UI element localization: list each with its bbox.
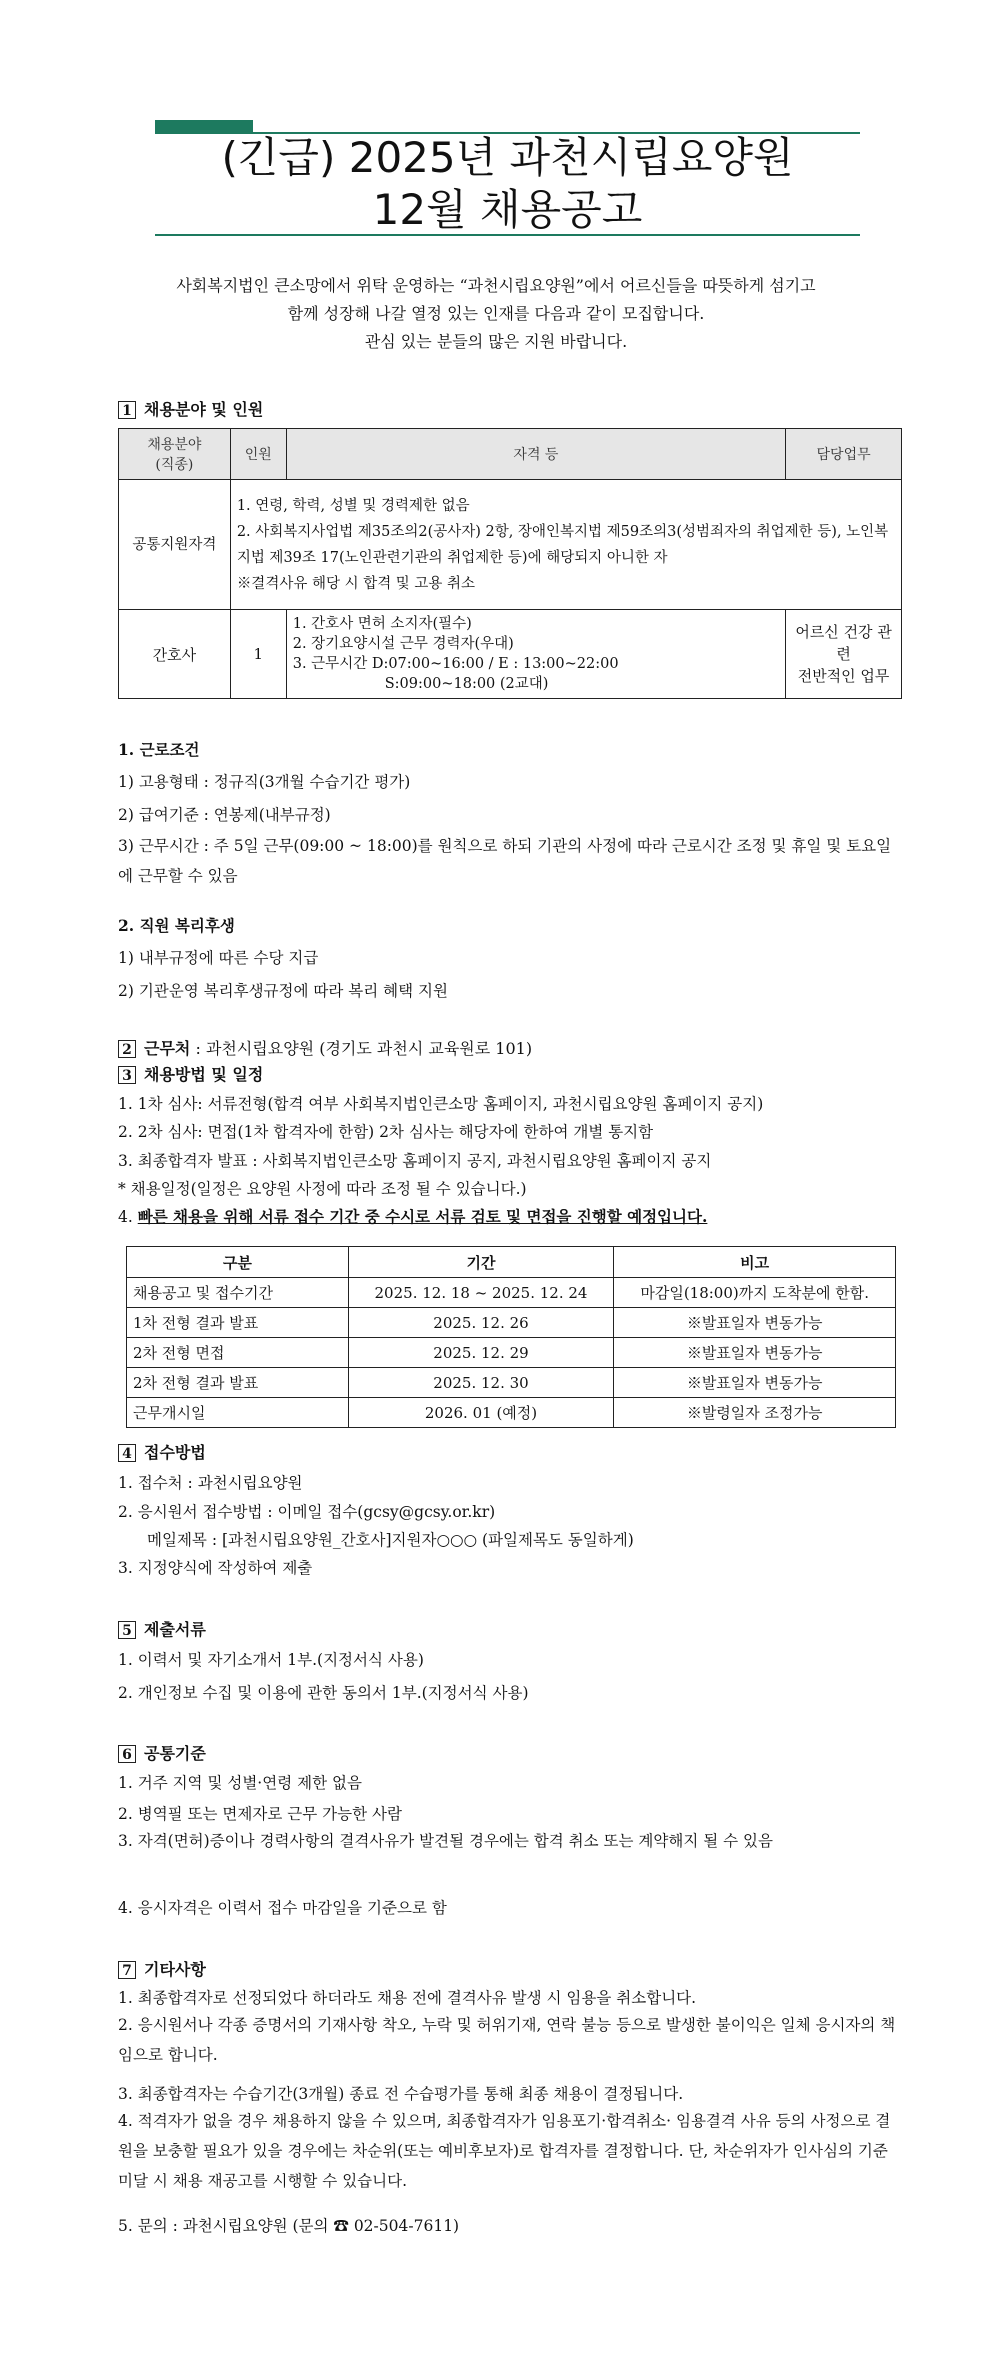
table-cell: 2025. 12. 18 ~ 2025. 12. 24 <box>348 1278 614 1308</box>
col-header: 기간 <box>348 1247 614 1278</box>
table-cell: 채용공고 및 접수기간 <box>127 1278 349 1308</box>
item-prefix: 4. <box>118 1208 138 1226</box>
recruit-table <box>118 428 902 699</box>
list-item: 2) 급여기준 : 연봉제(내부규정) <box>118 806 331 824</box>
nurse-count: 1 <box>230 610 286 699</box>
col-header: 구분 <box>127 1247 349 1278</box>
col-header-field-label: 채용분야 (직종) <box>147 437 202 473</box>
section-heading-application <box>118 1440 206 1463</box>
section-number: 3 <box>118 1066 136 1084</box>
schedule-table <box>126 1246 896 1428</box>
list-item: 4. 응시자격은 이력서 접수 마감일을 기준으로 함 <box>118 1899 447 1917</box>
table-cell: 2025. 12. 30 <box>348 1368 614 1398</box>
list-item: 3. 자격(면허)증이나 경력사항의 결격사유가 발견될 경우에는 합격 취소 또는 계약해지 될 수 있음 <box>118 1832 773 1850</box>
list-item: 3. 근무시간 D:07:00~16:00 / E : 13:00~22:00 <box>292 656 619 672</box>
col-header-qualification: 자격 등 <box>286 429 785 480</box>
section-number: 1 <box>118 401 136 419</box>
list-item: 2. 장기요양시설 근무 경력자(우대) <box>292 636 514 652</box>
common-qualifications <box>230 480 901 610</box>
table-cell: ※발표일자 변동가능 <box>614 1308 896 1338</box>
title-block <box>155 120 860 238</box>
title-line-2: 12월 채용공고 <box>372 185 643 234</box>
col-header-field <box>119 429 231 480</box>
common-label: 공통지원자격 <box>119 480 231 610</box>
list-item: 2. 개인정보 수집 및 이용에 관한 동의서 1부.(지정서식 사용) <box>118 1684 529 1702</box>
section-title: 채용방법 및 일정 <box>144 1065 264 1084</box>
section-number: 5 <box>118 1621 136 1639</box>
nurse-duty <box>786 610 902 699</box>
list-item: 1. 간호사 면허 소지자(필수) <box>292 616 472 632</box>
section-title: 채용분야 및 인원 <box>144 400 264 419</box>
work-conditions-title: 1. 근로조건 <box>118 740 200 759</box>
list-item: 2. 응시원서나 각종 증명서의 기재사항 착오, 누락 및 허위기재, 연락 불능 등으로 발생한 불이익은 일체 응시자의 책임으로 합니다. <box>118 2016 896 2064</box>
list-item: 2) 기관운영 복리후생규정에 따라 복리 혜택 지원 <box>118 982 448 1000</box>
duty-line: 어르신 건강 관련 <box>795 623 892 663</box>
list-item: 1. 거주 지역 및 성별·연령 제한 없음 <box>118 1774 362 1792</box>
table-cell: 2026. 01 (예정) <box>348 1398 614 1428</box>
nurse-qualifications <box>286 610 785 699</box>
list-item: ※결격사유 해당 시 합격 및 고용 취소 <box>236 575 476 592</box>
table-cell: 2차 전형 결과 발표 <box>127 1368 349 1398</box>
table-row <box>127 1368 896 1398</box>
list-item: 2. 병역필 또는 면제자로 근무 가능한 사람 <box>118 1805 402 1823</box>
table-cell: 마감일(18:00)까지 도착분에 한함. <box>614 1278 896 1308</box>
contact-line: 5. 문의 : 과천시립요양원 (문의 ☎ 02-504-7611) <box>118 2217 460 2235</box>
table-row-nurse <box>119 610 902 699</box>
table-cell: 1차 전형 결과 발표 <box>127 1308 349 1338</box>
section-heading-workplace <box>118 1036 532 1059</box>
intro-line: 사회복지법인 큰소망에서 위탁 운영하는 “과천시립요양원”에서 어르신들을 따뜻하게 섬기고 <box>176 276 816 295</box>
section-number: 7 <box>118 1961 136 1979</box>
section-heading-criteria <box>118 1741 206 1764</box>
table-row <box>127 1338 896 1368</box>
table-cell: 근무개시일 <box>127 1398 349 1428</box>
table-header-row <box>127 1247 896 1278</box>
emphasis-text: 빠른 채용을 위해 서류 접수 기간 중 수시로 서류 검토 및 면접을 진행할 예정입니다. <box>137 1207 708 1226</box>
section-heading-documents <box>118 1617 206 1640</box>
section-heading-recruit <box>118 397 263 420</box>
section-title: 제출서류 <box>144 1620 206 1639</box>
list-item: 1. 접수처 : 과천시립요양원 <box>118 1474 303 1492</box>
list-item: 4. 적격자가 없을 경우 채용하지 않을 수 있으며, 최종합격자가 임용포기·합격취소· 임용결격 사유 등의 사정으로 결원을 보충할 필요가 있을 경우에는 차순위(또는 예비후보자)로 합격자를 결정합니다. 단, 차순위자가 인사심의 기준미달 시 채용 재공고를 시행할 수 있습니다. <box>118 2112 891 2190</box>
table-cell: 2025. 12. 26 <box>348 1308 614 1338</box>
intro-line: 관심 있는 분들의 많은 지원 바랍니다. <box>364 332 628 351</box>
section-title: 공통기준 <box>144 1744 206 1763</box>
list-item: 메일제목 : [과천시립요양원_간호사]지원자○○○ (파일제목도 동일하게) <box>147 1531 634 1549</box>
table-header-row <box>119 429 902 480</box>
col-header-count: 인원 <box>230 429 286 480</box>
list-item: 3. 최종합격자 발표 : 사회복지법인큰소망 홈페이지 공지, 과천시립요양원 홈페이지 공지 <box>118 1152 712 1170</box>
list-item <box>118 1205 707 1227</box>
table-cell: 2025. 12. 29 <box>348 1338 614 1368</box>
table-row <box>127 1278 896 1308</box>
list-item: 1. 1차 심사: 서류전형(합격 여부 사회복지법인큰소망 홈페이지, 과천시립요양원 홈페이지 공지) <box>118 1095 764 1113</box>
list-item: 2. 2차 심사: 면접(1차 합격자에 한함) 2차 심사는 해당자에 한하여 개별 통지함 <box>118 1123 654 1141</box>
title-line-1: (긴급) 2025년 과천시립요양원 <box>221 133 794 182</box>
list-item: 3) 근무시간 : 주 5일 근무(09:00 ~ 18:00)를 원칙으로 하되 기관의 사정에 따라 근로시간 조정 및 휴일 및 토요일에 근무할 수 있음 <box>118 837 892 885</box>
table-row <box>127 1398 896 1428</box>
list-item: 1) 고용형태 : 정규직(3개월 수습기간 평가) <box>118 773 411 791</box>
section-number: 2 <box>118 1040 136 1058</box>
col-header-duty: 담당업무 <box>786 429 902 480</box>
welfare-title: 2. 직원 복리후생 <box>118 916 235 935</box>
list-item: 2. 응시원서 접수방법 : 이메일 접수(gcsy@gcsy.or.kr) <box>118 1503 496 1521</box>
col-header: 비고 <box>614 1247 896 1278</box>
list-item: 3. 최종합격자는 수습기간(3개월) 종료 전 수습평가를 통해 최종 채용이 결정됩니다. <box>118 2085 684 2103</box>
title-bottom-rule <box>155 234 860 236</box>
intro-paragraph <box>90 272 902 356</box>
intro-line: 함께 성장해 나갈 열정 있는 인재를 다음과 같이 모집합니다. <box>287 304 705 323</box>
list-item: S:09:00~18:00 (2교대) <box>384 676 549 692</box>
table-row <box>127 1308 896 1338</box>
list-item: 3. 지정양식에 작성하여 제출 <box>118 1559 313 1577</box>
nurse-label: 간호사 <box>119 610 231 699</box>
list-item: 2. 사회복지사업법 제35조의2(공사자) 2항, 장애인복지법 제59조의3(성범죄자의 취업제한 등), 노인복지법 제39조 17(노인관련기관의 취업제한 등)에 해당되지 아니한 자 <box>236 523 889 566</box>
table-row-common <box>119 480 902 610</box>
section-title: 접수방법 <box>144 1443 206 1462</box>
section-title: 근무처 <box>144 1039 191 1058</box>
list-item: 1. 최종합격자로 선정되었다 하더라도 채용 전에 결격사유 발생 시 임용을 취소합니다. <box>118 1989 697 2007</box>
section-number: 6 <box>118 1745 136 1763</box>
section-number: 4 <box>118 1444 136 1462</box>
section-heading-others <box>118 1957 206 1980</box>
table-cell: 2차 전형 면접 <box>127 1338 349 1368</box>
workplace-address: : 과천시립요양원 (경기도 과천시 교육원로 101) <box>190 1039 533 1058</box>
list-item: 1) 내부규정에 따른 수당 지급 <box>118 949 319 967</box>
section-title: 기타사항 <box>144 1960 206 1979</box>
list-item: * 채용일정(일정은 요양원 사정에 따라 조정 될 수 있습니다.) <box>118 1180 527 1198</box>
duty-line: 전반적인 업무 <box>797 667 890 685</box>
table-cell: ※발령일자 조정가능 <box>614 1398 896 1428</box>
page-title <box>155 132 860 236</box>
list-item: 1. 이력서 및 자기소개서 1부.(지정서식 사용) <box>118 1651 424 1669</box>
table-cell: ※발표일자 변동가능 <box>614 1338 896 1368</box>
section-heading-process <box>118 1062 263 1085</box>
list-item: 1. 연령, 학력, 성별 및 경력제한 없음 <box>236 497 470 514</box>
table-cell: ※발표일자 변동가능 <box>614 1368 896 1398</box>
